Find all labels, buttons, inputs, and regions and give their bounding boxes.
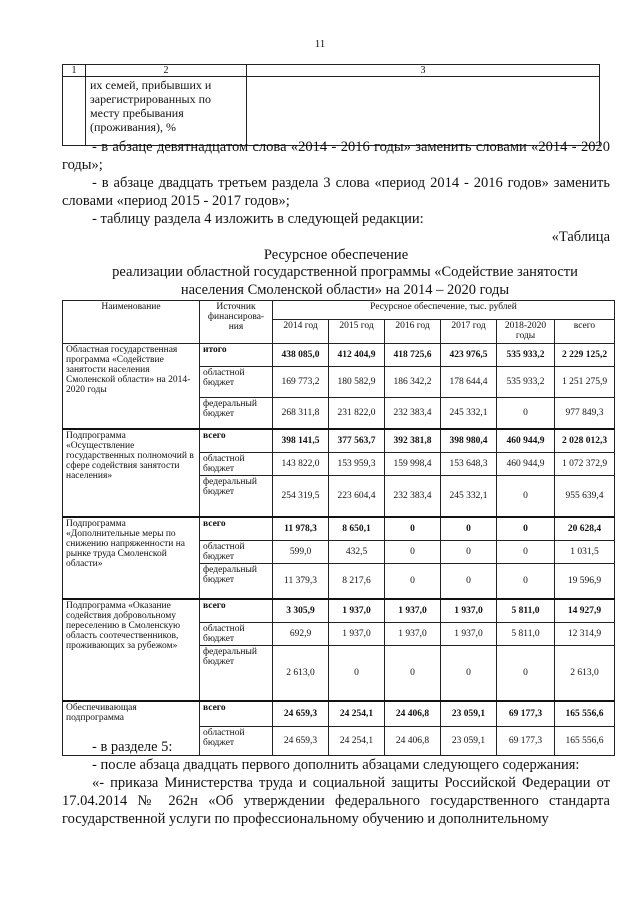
amount-cell: 423 976,5 [441,344,497,367]
amount-cell: 377 563,7 [329,429,385,453]
amount-cell: 460 944,9 [497,453,555,476]
amount-cell: 1 937,0 [385,599,441,623]
program-name: Областная государственная программа «Содействие занятости населения Смоленской области» на 2014-2020 годы [63,344,200,430]
amount-cell: 180 582,9 [329,367,385,398]
amount-cell: 143 822,0 [273,453,329,476]
amount-cell: 0 [441,646,497,702]
funding-source: итого [200,344,273,367]
paragraph-2: - в абзаце двадцать третьем раздела 3 слова «период 2014 - 2016 годов» заменить словами «период 2015 - 2017 годов»; [62,175,610,209]
amount-cell: 0 [441,517,497,541]
amount-cell: 2 229 125,2 [555,344,615,367]
table-row [63,517,615,541]
paragraph-1: - в абзаце девятнадцатом слова «2014 - 2016 годы» заменить словами «2014 - 2020 годы»; [62,139,610,173]
funding-source: федеральный бюджет [200,476,273,518]
amount-cell: 14 927,9 [555,599,615,623]
amount-cell: 0 [497,646,555,702]
amount-cell: 24 659,3 [273,701,329,727]
funding-source: всего [200,599,273,623]
amount-cell: 153 648,3 [441,453,497,476]
amount-cell: 0 [441,564,497,600]
amount-cell: 24 254,1 [329,727,385,756]
amount-cell: 24 406,8 [385,727,441,756]
amount-cell: 1 937,0 [329,623,385,646]
col-3-header: 3 [247,65,600,77]
amount-cell: 599,0 [273,541,329,564]
funding-source: областной бюджет [200,727,273,756]
amount-cell: 12 314,9 [555,623,615,646]
amount-cell: 398 141,5 [273,429,329,453]
paragraph-6: «- приказа Министерства труда и социальной защиты Российской Федерации от 17.04.2014 № 262н «Об утверждении федерального государственного стандарта государственной услуги по профессиональному обучению и дополнительному [62,775,610,827]
funding-source: федеральный бюджет [200,398,273,430]
amount-cell: 1 937,0 [385,623,441,646]
table-title-line-1: Ресурсное обеспечение [263,247,409,263]
amount-cell: 1 072 372,9 [555,453,615,476]
amount-cell: 0 [497,398,555,430]
header-year-2015: 2015 год [329,320,385,344]
amount-cell: 1 031,5 [555,541,615,564]
amount-cell: 1 937,0 [441,623,497,646]
paragraph-5: - после абзаца двадцать первого дополнить абзацами следующего содержания: [92,757,580,773]
page-number: 11 [314,38,326,50]
amount-cell: 23 059,1 [441,701,497,727]
table-row [63,599,615,623]
amount-cell: 0 [385,541,441,564]
amount-cell: 165 556,6 [555,727,615,756]
funding-source: федеральный бюджет [200,646,273,702]
amount-cell: 231 822,0 [329,398,385,430]
funding-source: областной бюджет [200,367,273,398]
amount-cell: 24 659,3 [273,727,329,756]
amount-cell: 0 [441,541,497,564]
amount-cell: 1 937,0 [329,599,385,623]
amount-cell: 24 254,1 [329,701,385,727]
header-source: Источник финансирова-ния [200,301,273,344]
amount-cell: 11 978,3 [273,517,329,541]
amount-cell: 254 319,5 [273,476,329,518]
amount-cell: 2 613,0 [273,646,329,702]
amount-cell: 8 650,1 [329,517,385,541]
amount-cell: 0 [385,564,441,600]
amount-cell: 245 332,1 [441,476,497,518]
amount-cell: 69 177,3 [497,701,555,727]
amount-cell: 169 773,2 [273,367,329,398]
amount-cell: 0 [497,564,555,600]
amount-cell: 412 404,9 [329,344,385,367]
amount-cell: 268 311,8 [273,398,329,430]
amount-cell: 398 980,4 [441,429,497,453]
amount-cell: 5 811,0 [497,623,555,646]
amount-cell: 432,5 [329,541,385,564]
amount-cell: 69 177,3 [497,727,555,756]
table-label: «Таблица [551,229,610,245]
amount-cell: 438 085,0 [273,344,329,367]
amount-cell: 8 217,6 [329,564,385,600]
amount-cell: 535 933,2 [497,344,555,367]
indicator-text: их семей, прибывших и зарегистрированных по месту пребывания (проживания), % [86,77,247,146]
amount-cell: 955 639,4 [555,476,615,518]
funding-source: областной бюджет [200,623,273,646]
amount-cell: 11 379,3 [273,564,329,600]
amount-cell: 392 381,8 [385,429,441,453]
amount-cell: 977 849,3 [555,398,615,430]
amount-cell: 23 059,1 [441,727,497,756]
amount-cell: 0 [497,541,555,564]
header-year-2017: 2017 год [441,320,497,344]
program-name: Подпрограмма «Осуществление государственных полномочий в сфере содействия занятости населения» [63,429,200,517]
funding-source: областной бюджет [200,453,273,476]
col-2-header: 2 [86,65,247,77]
header-year-2014: 2014 год [273,320,329,344]
amount-cell: 1 251 275,9 [555,367,615,398]
program-name: Обеспечивающая подпрограмма [63,701,200,756]
funding-source: областной бюджет [200,541,273,564]
amount-cell: 0 [497,517,555,541]
amount-cell: 178 644,4 [441,367,497,398]
program-name: Подпрограмма «Оказание содействия добровольному переселению в Смоленскую область соотечественников, проживающих за рубежом» [63,599,200,701]
resource-table [62,300,615,756]
amount-cell: 460 944,9 [497,429,555,453]
amount-cell: 0 [385,646,441,702]
amount-cell: 223 604,4 [329,476,385,518]
header-total: всего [555,320,615,344]
funding-source: всего [200,429,273,453]
amount-cell: 0 [385,517,441,541]
amount-cell: 5 811,0 [497,599,555,623]
amount-cell: 20 628,4 [555,517,615,541]
amount-cell: 19 596,9 [555,564,615,600]
amount-cell: 3 305,9 [273,599,329,623]
amount-cell: 2 613,0 [555,646,615,702]
program-name: Подпрограмма «Дополнительные меры по снижению напряженности на рынке труда Смоленской области» [63,517,200,599]
table-row [63,701,615,727]
amount-cell: 0 [497,476,555,518]
amount-cell: 535 933,2 [497,367,555,398]
amount-cell: 159 998,4 [385,453,441,476]
amount-cell: 0 [329,646,385,702]
table-row [63,429,615,453]
paragraph-3: - таблицу раздела 4 изложить в следующей редакции: [92,211,424,227]
funding-source: всего [200,701,273,727]
amount-cell: 165 556,6 [555,701,615,727]
header-year-2018-2020: 2018-2020 годы [497,320,555,344]
amount-cell: 232 383,4 [385,476,441,518]
amount-cell: 2 028 012,3 [555,429,615,453]
header-name: Наименование [63,301,200,344]
amount-cell: 232 383,4 [385,398,441,430]
amount-cell: 24 406,8 [385,701,441,727]
header-year-2016: 2016 год [385,320,441,344]
continued-table [62,64,600,146]
funding-source: всего [200,517,273,541]
funding-source: федеральный бюджет [200,564,273,600]
amount-cell: 245 332,1 [441,398,497,430]
paragraph-4: - в разделе 5: [92,739,173,755]
table-row [63,344,615,367]
amount-cell: 186 342,2 [385,367,441,398]
amount-cell: 153 959,3 [329,453,385,476]
amount-cell: 418 725,6 [385,344,441,367]
header-resources: Ресурсное обеспечение, тыс. рублей [273,301,615,320]
amount-cell: 1 937,0 [441,599,497,623]
table-title-line-2: реализации областной государственной программы «Содействие занятости населения Смоленской области» на 2014 – 2020 годы [112,264,578,298]
amount-cell: 692,9 [273,623,329,646]
col-1-header: 1 [63,65,86,77]
